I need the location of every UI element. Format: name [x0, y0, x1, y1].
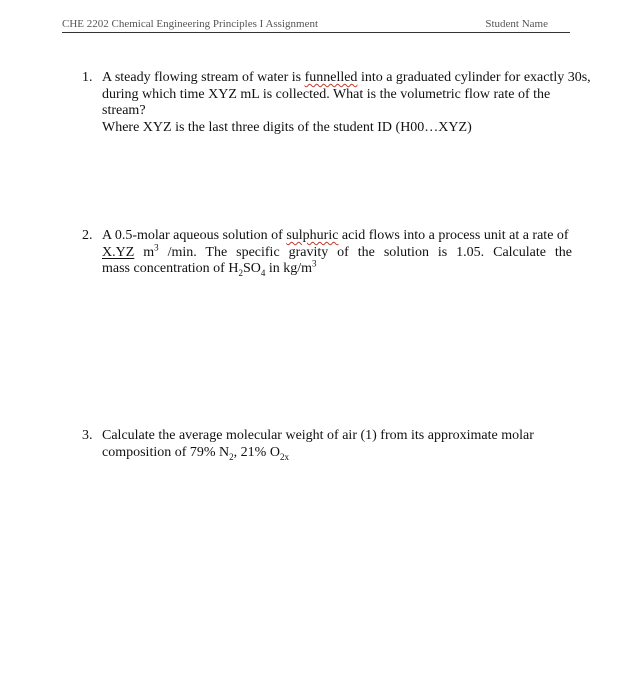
text-segment: in kg/m	[265, 261, 313, 276]
question-body	[102, 228, 572, 278]
question-line	[102, 258, 572, 278]
spellcheck-flagged-word: funnelled	[304, 70, 358, 85]
course-title: CHE 2202 Chemical Engineering Principles I Assignment	[62, 18, 319, 30]
subscript: 2x	[279, 451, 289, 462]
question-line	[102, 241, 573, 262]
spellcheck-flagged-word: sulphuric	[286, 228, 339, 243]
question-body	[102, 428, 572, 461]
student-name-field: Student Name	[485, 18, 548, 30]
question-line: stream?	[102, 103, 146, 118]
text-segment: /min. The specific gravity of the solution is 1.05. Calculate the	[158, 244, 573, 260]
subscript: 4	[260, 267, 266, 278]
question-2	[82, 228, 572, 278]
question-line	[102, 228, 572, 245]
text-segment: A 0.5-molar aqueous solution of	[102, 228, 287, 243]
text-segment: into a graduated cylinder for exactly 30s,	[357, 70, 591, 85]
question-line: Where XYZ is the last three digits of the student ID (H00…XYZ)	[102, 119, 472, 135]
question-number: 3.	[82, 428, 93, 443]
text-segment: , 21% O	[233, 444, 280, 460]
text-segment: A steady flowing stream of water is	[102, 70, 305, 85]
question-line: during which time XYZ mL is collected. What is the volumetric flow rate of the	[102, 86, 551, 102]
question-line	[102, 70, 591, 87]
text-segment: mass concentration of H	[102, 261, 239, 276]
text-segment: m	[134, 244, 155, 260]
text-segment: acid flows into a process unit at a rate of	[338, 228, 569, 243]
question-number: 2.	[82, 228, 93, 243]
text-segment: composition of 79% N	[102, 444, 230, 460]
question-line: Calculate the average molecular weight of air (1) from its approximate molar	[102, 428, 534, 443]
placeholder-value: X.YZ	[102, 244, 135, 260]
question-body	[102, 70, 591, 136]
superscript: 3	[154, 241, 159, 252]
superscript: 3	[312, 258, 317, 269]
text-segment: SO	[242, 261, 261, 276]
question-3	[82, 428, 572, 461]
question-line	[102, 445, 572, 462]
subscript: 2	[238, 267, 243, 278]
page-header	[62, 16, 570, 33]
subscript: 2	[229, 451, 234, 462]
question-1	[82, 70, 591, 136]
question-number: 1.	[82, 70, 93, 85]
